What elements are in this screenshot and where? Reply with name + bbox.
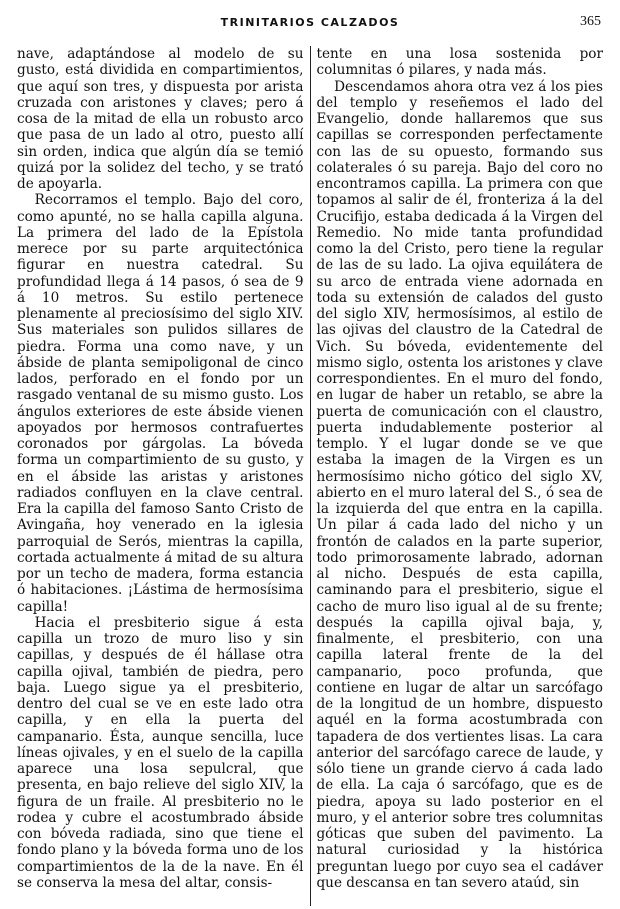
left-column — [17, 46, 304, 906]
paragraph: Hacia el presbiterio sigue á esta capilla un trozo de muro liso y sin capillas, y después de él hállase otra capilla ojival, también de piedra, pero baja. Luego sigue ya el presbiterio, dentro del cual se ve en este lado otra capilla, y en ella la puerta del campanario. Ésta, aunque sencilla, luce líneas ojivales, y en el suelo de la capilla aparece una losa sepulcral, que presenta, en bajo relieve del siglo XIV, la figura de un fraile. Al presbiterio no le rodea y cubre el acostumbrado ábside con bóveda radiada, sino que tiene el fondo plano y la bóveda forma uno de los compartimientos de la de la nave. En él se conserva la mesa del altar, consis- — [17, 614, 304, 891]
text-columns — [17, 46, 603, 906]
paragraph: Descendamos ahora otra vez á los pies del templo y reseñemos el lado del Evangelio, donde hallaremos que sus capillas se corresponden perfectamente con las de su opuesto, formando sus colaterales ó su pareja. Bajo del coro no encontramos capilla. La primera con que topamos al salir de él, fronteriza á la del Crucifijo, estaba dedicada á la Virgen del Remedio. No mide tanta profundidad como la del Cristo, pero tiene la regular de las de su lado. La ojiva equilátera de su arco de entrada viene adornada en toda su extensión de calados del gusto del siglo XIV, hermosísimos, al estilo de las ojivas del claustro de la Catedral de Vich. Su bóveda, evidentemente del mismo siglo, ostenta los aristones y clave correspondientes. En el muro del fondo, en lugar de haber un retablo, se abre la puerta de comunicación con el claustro, puerta indudablemente posterior al templo. Y el lugar donde se ve que estaba la imagen de la Virgen es un hermosísimo nicho gótico del siglo XV, abierto en el muro lateral del S., ó sea de la izquierda del que entra en la capilla. Un pilar á cada lado del nicho y un frontón de calados en la parte superior, todo primorosamente labrado, adornan al nicho. Después de esta capilla, caminando para el presbiterio, sigue el cacho de muro liso igual al de su frente; después la capilla ojival baja, y, finalmente, el presbiterio, con una capilla lateral frente de la del campanario, poco profunda, que contiene en lugar de altar un sarcófago de la longitud de un hombre, dispuesto aquél en la forma acostumbrada con tapadera de dos vertientes lisas. La cara anterior del sarcófago carece de laude, y sólo tiene un grande ciervo á cada lado de ella. La caja ó sarcófago, que es de piedra, apoya su lado posterior en el muro, y el anterior sobre tres columnitas góticas que suben del pavimento. La natural curiosidad y la histórica preguntan luego por cuyo sea el cadáver que descansa en tan severo ataúd, sin — [316, 78, 603, 891]
right-column — [316, 46, 603, 906]
running-title: TRINITARIOS CALZADOS — [220, 16, 400, 29]
column-divider — [310, 46, 311, 906]
page-number: 365 — [580, 14, 601, 29]
page-header — [17, 14, 603, 34]
paragraph: Recorramos el templo. Bajo del coro, como apunté, no se halla capilla alguna. La primera del lado de la Epístola merece por su parte arquitectónica figurar en nuestra catedral. Su profundidad llega á 14 pasos, ó sea de 9 á 10 metros. Su estilo pertenece plenamente al preciosísimo del siglo XIV. Sus materiales son pulidos sillares de piedra. Forma una como nave, y un ábside de planta semipoligonal de cinco lados, perforado en el fondo por un rasgado ventanal de su mismo gusto. Los ángulos exteriores de este ábside vienen apoyados por hermosos contrafuertes coronados por gárgolas. La bóveda forma un compartimiento de su gusto, y en el ábside las aristas y aristones radiados confluyen en la clave central. Era la capilla del famoso Santo Cristo de Avingaña, hoy venerado en la iglesia parroquial de Serós, mientras la capilla, cortada actualmente á mitad de su altura por un techo de madera, forma estancia ó habitaciones. ¡Lástima de hermosísima capilla! — [17, 192, 304, 615]
paragraph: tente en una losa sostenida por columnitas ó pilares, y nada más. — [316, 46, 603, 79]
paragraph: nave, adaptándose al modelo de su gusto, está dividida en compartimientos, que aquí son tres, y dispuesta por arista cruzada con aristones y claves; pero á cosa de la mitad de ella un robusto arco que pasa de un lado al otro, puesto allí sin orden, indica que algún día se temió quizá por la solidez del techo, y se trató de apoyarla. — [17, 46, 304, 192]
